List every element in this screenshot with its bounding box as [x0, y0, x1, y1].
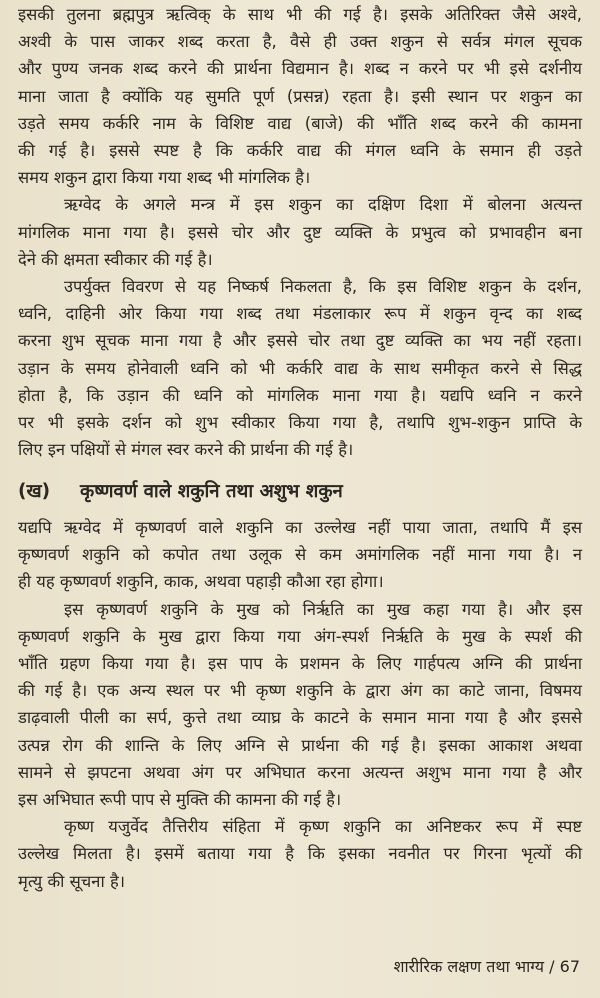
text-line: लिए इन पक्षियों से मंगल स्वर करने की प्रार्थना की गई है।: [18, 440, 354, 460]
section-title: कृष्णवर्ण वाले शकुनि तथा अशुभ शकुन: [80, 481, 343, 502]
text-line: की गई है। एक अन्य स्थल पर भी कृष्ण शकुनि के द्वारा अंग का काटे जाना, विषमय: [18, 681, 582, 701]
text-line: मृत्यु की सूचना है।: [18, 871, 125, 891]
text-line: उड़ान के समय होनेवाली ध्वनि को भी कर्करि वाद्य के साथ समीकृत करने से सिद्ध: [18, 358, 582, 378]
running-title: शारीरिक लक्षण तथा भाग्य: [393, 957, 545, 976]
text-line: उल्लेख मिलता है। इसमें बताया गया है कि इसका नवनीत पर गिरना भृत्यों की: [18, 844, 582, 864]
text-line: ऋग्वेद के अगले मन्त्र में इस शकुन का दक्षिण दिशा में बोलना अत्यन्त: [64, 195, 582, 215]
text-line: अश्वी के पास जाकर शब्द करता है, वैसे ही उक्त शकुन से सर्वत्र मंगल सूचक: [18, 32, 582, 52]
text-line: डाढ़वाली पीली का सर्प, कुत्ते तथा व्याघ्र के काटने के समान माना गया है और इससे: [18, 708, 582, 728]
text-line: और पुण्य जनक शब्द करने की प्रार्थना विद्यमान है। शब्द न करने पर भी इसे दर्शनीय: [18, 59, 582, 79]
text-line: उपर्युक्त विवरण से यह निष्कर्ष निकलता है, कि इस विशिष्ट शकुन के दर्शन,: [64, 277, 582, 296]
text-line: पर भी इसके दर्शन को शुभ स्वीकार किया गया है, तथापि शुभ-शकुन प्राप्ति के: [18, 413, 582, 432]
text-line: कृष्णवर्ण शकुनि के मुख द्वारा किया गया अंग-स्पर्श निर्ऋति के मुख के स्पर्श की: [18, 626, 582, 646]
text-line: इस कृष्णवर्ण शकुनि के मुख को निर्ऋति का मुख कहा गया है। और इस: [64, 599, 582, 619]
text-line: देने की क्षमता स्वीकार की गई है।: [18, 249, 213, 269]
text-line: उड़ते समय कर्करि नाम के विशिष्ट वाद्य (बाजे) की भाँति शब्द करने की कामना: [18, 113, 582, 133]
text-line: की गई है। इससे स्पष्ट है कि कर्करि वाद्य की मंगल ध्वनि के समान ही उड़ते: [18, 141, 582, 160]
page-footer: [394, 955, 580, 979]
text-line: कृष्णवर्ण शकुनि को कपोत तथा उलूक से कम अमांगलिक नहीं माना गया है। न: [18, 545, 582, 565]
page-number: 67: [559, 957, 580, 976]
text-line: इस अभिघात रूपी पाप से मुक्ति की कामना की गई है।: [18, 790, 342, 809]
text-line: भाँति ग्रहण किया गया है। इस पाप के प्रशमन के लिए गार्हपत्य अग्नि की प्रार्थना: [18, 654, 582, 673]
text-line: मांगलिक माना गया है। इससे चोर और दुष्ट व्यक्ति के प्रभुत्व को प्रभावहीन बना: [18, 222, 582, 242]
text-line: इसकी तुलना ब्रह्मपुत्र ऋत्विक् के साथ भी की गई है। इसके अतिरिक्त जैसे अश्वे,: [18, 5, 582, 24]
text-line: करना शुभ सूचक माना गया है और इससे चोर तथा दुष्ट व्यक्ति का भय नहीं रहता।: [18, 331, 582, 351]
text-line: होता है, कि उड़ान की ध्वनि को मांगलिक माना गया है। यद्यपि ध्वनि न करने: [18, 385, 582, 405]
text-line: ही यह कृष्णवर्ण शकुनि, काक, अथवा पहाड़ी कौआ रहा होगा।: [18, 572, 384, 592]
text-line: ध्वनि, दाहिनी ओर किया गया शब्द तथा मंडलाकार रूप में शकुन वृन्द का शब्द: [18, 304, 582, 324]
section-number: (ख): [18, 481, 51, 502]
text-line: माना जाता है क्योंकि यह सुमति पूर्ण (प्रसन्न) रहता है। इसी स्थान पर शकुन का: [18, 86, 582, 106]
text-line: कृष्ण यजुर्वेद तैत्तिरीय संहिता में कृष्ण शकुनि का अनिष्टकर रूप में स्पष्ट: [64, 817, 582, 837]
text-line: सामने से झपटना अथवा अंग पर अभिघात करना अत्यन्त अशुभ माना गया है और: [18, 762, 582, 782]
text-line: यद्यपि ऋग्वेद में कृष्णवर्ण वाले शकुनि का उल्लेख नहीं पाया जाता, तथापि मैं इस: [18, 518, 582, 537]
section-heading: [18, 478, 343, 505]
text-line: समय शकुन द्वारा किया गया शब्द भी मांगलिक है।: [18, 168, 311, 188]
footer-separator: /: [549, 957, 555, 976]
text-line: उत्पन्न रोग की शान्ति के लिए अग्नि से प्रार्थना की गई है। इसका आकाश अथवा: [18, 735, 582, 755]
